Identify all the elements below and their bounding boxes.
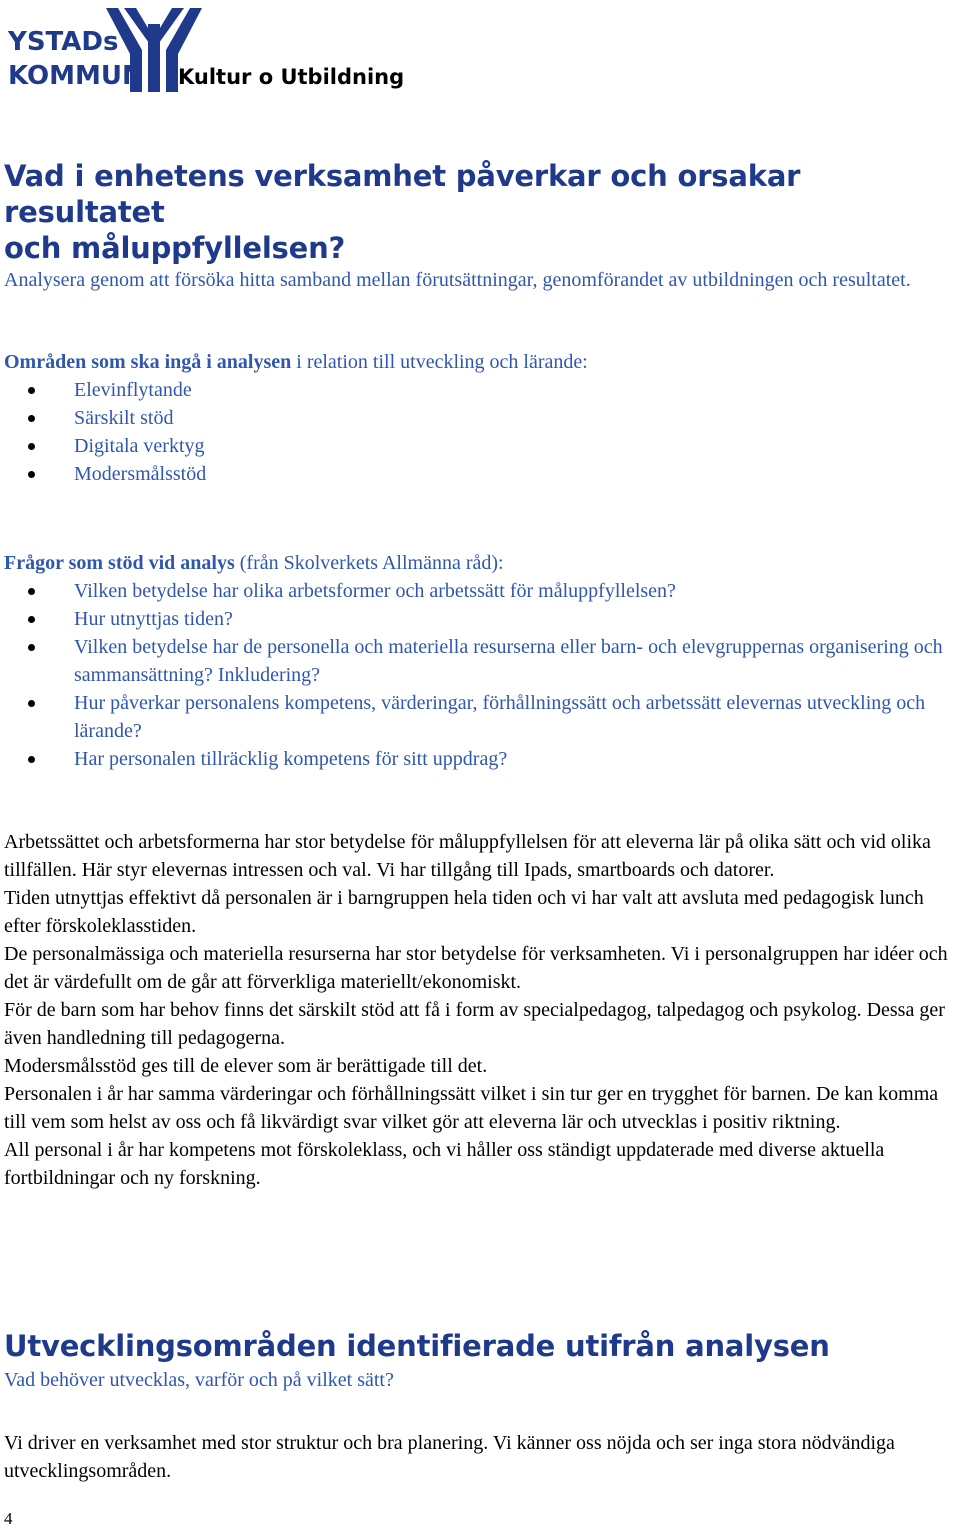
question-item-label: Vilken betydelse har olika arbetsformer och arbetssätt för måluppfyllelsen? [74, 580, 676, 602]
questions-list [4, 577, 954, 773]
question-item-label: Hur påverkar personalens kompetens, värderingar, förhållningssätt och arbetssätt elevernas utveckling och lärande? [74, 692, 926, 742]
answer-paragraph: Personalen i år har samma värderingar och förhållningssätt vilket i sin tur ger en trygghet för barnen. De kan komma till vem som helst av oss och få likvärdigt svar vilket gör att eleverna lär och utvecklas i positiv riktning. [4, 1083, 939, 1133]
questions-block [4, 549, 954, 773]
bullet-icon [28, 616, 35, 623]
question-item-label: Hur utnyttjas tiden? [74, 608, 233, 630]
bullet-icon [28, 415, 35, 422]
list-item [4, 376, 954, 404]
questions-lead-bold: Frågor som stöd vid analys [4, 552, 235, 574]
area-item-label: Elevinflytande [74, 379, 192, 401]
list-item [4, 460, 954, 488]
answer-block [4, 828, 954, 1192]
answer-paragraph: Tiden utnyttjas effektivt då personalen är i barngruppen hela tiden och vi har valt att avsluta med pedagogisk lunch efter förskoleklasstiden. [4, 887, 924, 937]
logo-line2: KOMMUN [8, 61, 144, 91]
logo-unit: Kultur o Utbildning [178, 65, 405, 89]
section-subtitle: Analysera genom att försöka hitta samband mellan förutsättningar, genomförandet av utbildningen och resultatet. [4, 269, 911, 291]
areas-lead-rest: i relation till utveckling och lärande: [291, 351, 588, 373]
question-item-label: Har personalen tillräcklig kompetens för sitt uppdrag? [74, 748, 508, 770]
section-title-line2: och måluppfyllelsen? [4, 231, 346, 265]
areas-block [4, 348, 954, 488]
section2-body-block [4, 1429, 954, 1485]
section2-subtitle: Vad behöver utvecklas, varför och på vilket sätt? [4, 1369, 394, 1391]
section-title-line1: Vad i enhetens verksamhet påverkar och orsakar resultatet [4, 159, 801, 229]
page-number: 4 [4, 1509, 13, 1528]
list-item [4, 577, 954, 605]
answer-paragraph: Modersmålsstöd ges till de elever som är berättigade till det. [4, 1055, 488, 1077]
questions-lead-rest: (från Skolverkets Allmänna råd): [234, 552, 504, 574]
bullet-icon [28, 756, 35, 763]
bullet-icon [28, 443, 35, 450]
list-item [4, 689, 954, 745]
list-item [4, 432, 954, 460]
areas-list [4, 376, 954, 488]
logo-line1: YSTADs [8, 27, 119, 57]
questions-lead [4, 549, 954, 577]
bullet-icon [28, 471, 35, 478]
answer-paragraph: För de barn som har behov finns det särskilt stöd att få i form av specialpedagog, talpedagog och psykolog. Dessa ger även handledning till pedagogerna. [4, 999, 945, 1049]
list-item [4, 633, 954, 689]
areas-lead [4, 348, 954, 376]
areas-lead-bold: Områden som ska ingå i analysen [4, 351, 292, 373]
section2-body: Vi driver en verksamhet med stor struktur och bra planering. Vi känner oss nöjda och ser inga stora nödvändiga utvecklingsområden. [4, 1432, 895, 1482]
bullet-icon [28, 387, 35, 394]
answer-paragraph: All personal i år har kompetens mot förskoleklass, och vi håller oss ständigt uppdaterade med diverse aktuella fortbildningar och ny forskning. [4, 1139, 885, 1189]
section-analysis-heading [4, 158, 954, 294]
area-item-label: Modersmålsstöd [74, 463, 207, 485]
area-item-label: Digitala verktyg [74, 435, 205, 457]
bullet-icon [28, 588, 35, 595]
answer-paragraph: De personalmässiga och materiella resurserna har stor betydelse för verksamheten. Vi i personalgruppen har idéer och det är värdefullt om de går att förverkliga materiellt/ekonomiskt. [4, 943, 948, 993]
bullet-icon [28, 700, 35, 707]
answer-paragraph: Arbetssättet och arbetsformerna har stor betydelse för måluppfyllelsen för att eleverna lär på olika sätt och vid olika tillfällen. Här styr elevernas intressen och val. Vi har tillgång till Ipads, smartboards och datorer. [4, 831, 931, 881]
question-item-label: Vilken betydelse har de personella och materiella resurserna eller barn- och elevgruppernas organisering och sammansättning? Inkludering? [74, 636, 943, 686]
section-development-heading [4, 1328, 954, 1394]
ystad-kommun-logo [6, 4, 406, 96]
bullet-icon [28, 644, 35, 651]
section2-title: Utvecklingsområden identifierade utifrån analysen [4, 1329, 830, 1363]
area-item-label: Särskilt stöd [74, 407, 174, 429]
list-item [4, 605, 954, 633]
list-item [4, 745, 954, 773]
list-item [4, 404, 954, 432]
